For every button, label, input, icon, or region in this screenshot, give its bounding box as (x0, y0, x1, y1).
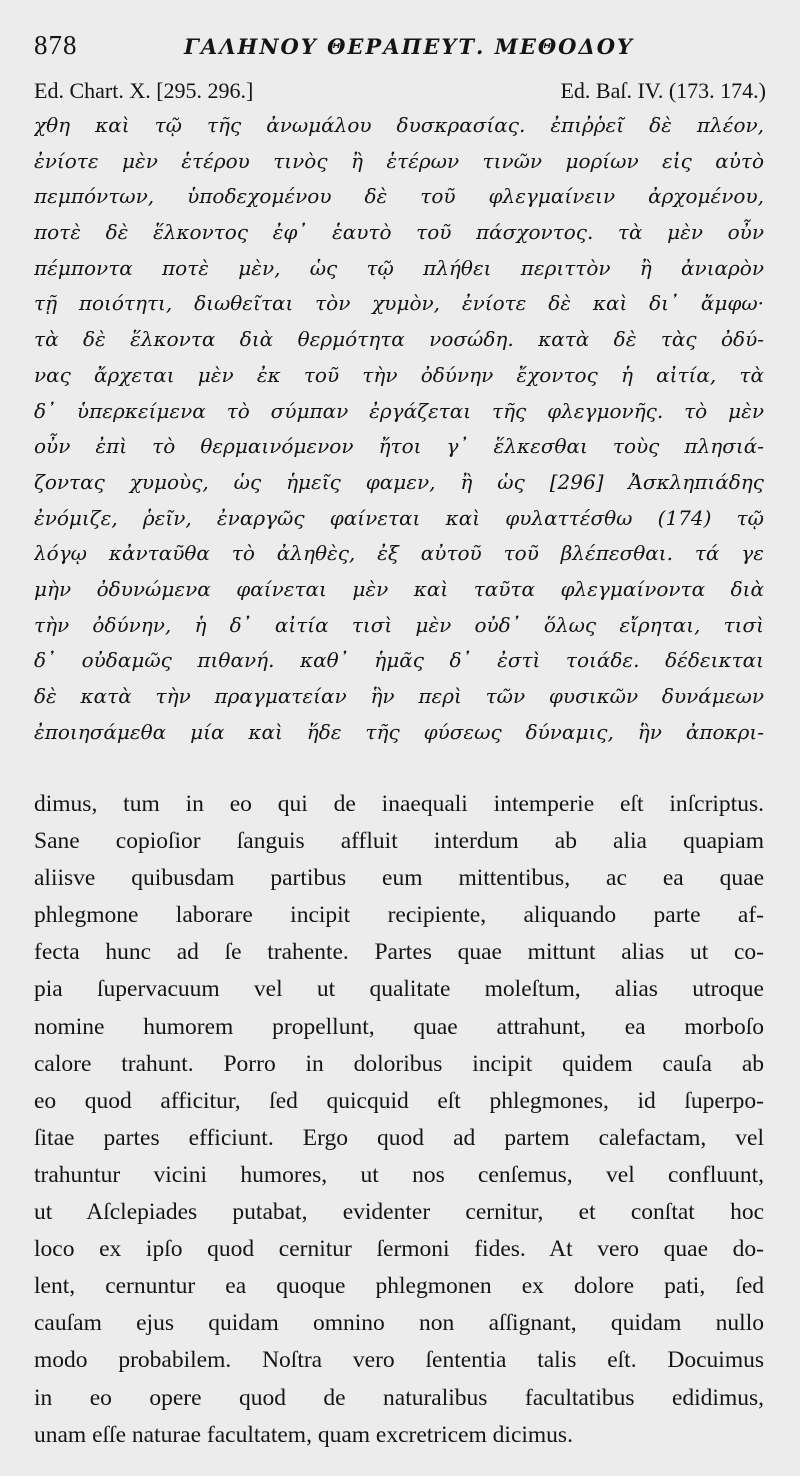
greek-line: οὖν ἐπὶ τὸ θερμαινόμενον ἤτοι γ᾽ ἕλκεσθαι τοὺς πλησιά- (34, 434, 764, 459)
greek-line: ἐποιησάμεθα μία καὶ ἥδε τῆς φύσεως δύναμις, ἣν ἀποκρι- (34, 719, 764, 744)
latin-line: ſitae partes efficiunt. Ergo quod ad partem calefactam, vel (34, 1124, 764, 1151)
latin-line: dimus, tum in eo qui de inaequali intemperie eſt inſcriptus. (34, 791, 764, 817)
latin-text-block (34, 786, 764, 1454)
greek-line: μὴν ὀδυνώμενα φαίνεται μὲν καὶ ταῦτα φλεγμαίνοντα διὰ (34, 576, 764, 601)
greek-text-block (34, 108, 764, 750)
greek-line: τῇ ποιότητι, διωθεῖται τὸν χυμὸν, ἐνίοτε δὲ καὶ δι᾽ ἄμφω· (34, 291, 764, 316)
latin-line: trahuntur vicini humores, ut nos cenſemus, vel confluunt, (34, 1161, 764, 1188)
greek-line: νας ἄρχεται μὲν ἐκ τοῦ τὴν ὀδύνην ἔχοντος ἡ αἰτία, τὰ (34, 362, 764, 387)
latin-line: fecta hunc ad ſe trahente. Partes quae mittunt alias ut co- (34, 939, 764, 966)
greek-line: πέμποντα ποτὲ μὲν, ὡς τῷ πλήθει περιττὸν ἢ ἀνιαρὸν (34, 255, 764, 280)
greek-line: ἐνίοτε μὲν ἑτέρου τινὸς ἢ ἑτέρων τινῶν μορίων εἰς αὐτὸ (34, 148, 764, 173)
latin-line: unam eſſe naturae facultatem, quam excretricem dicimus. (34, 1421, 573, 1448)
greek-line: χθη καὶ τῷ τῆς ἀνωμάλου δυσκρασίας. ἐπιῤῥεῖ δὲ πλέον, (34, 113, 764, 137)
greek-line: τὰ δὲ ἕλκοντα διὰ θερμότητα νοσώδη. κατὰ δὲ τὰς ὀδύ- (34, 327, 764, 352)
greek-line: δὲ κατὰ τὴν πραγματείαν ἣν περὶ τῶν φυσικῶν δυνάμεων (34, 684, 764, 708)
edition-basel: Ed. Baſ. IV. (173. 174.) (560, 78, 766, 103)
edition-references (34, 78, 766, 110)
page-header (34, 28, 766, 68)
running-title: ΓΑΛΗΝΟΥ ΘΕΡΑΠΕΥΤ. ΜΕΘΟΔΟΥ (184, 34, 635, 59)
latin-line: modo probabilem. Noſtra vero ſententia talis eſt. Docuimus (34, 1347, 764, 1374)
page-number: 878 (34, 30, 78, 60)
greek-line: λόγῳ κἀνταῦθα τὸ ἀληθὲς, ἐξ αὐτοῦ τοῦ βλέπεσθαι. τά γε (34, 541, 764, 566)
greek-line: ποτὲ δὲ ἕλκοντος ἐφ᾽ ἑαυτὸ τοῦ πάσχοντος. τὰ μὲν οὖν (34, 220, 764, 245)
edition-chartier: Ed. Chart. X. [295. 296.] (34, 78, 254, 103)
latin-line: pia ſupervacuum vel ut qualitate moleſtum, alias utroque (34, 976, 764, 1003)
greek-line: δ᾽ ὑπερκείμενα τὸ σύμπαν ἐργάζεται τῆς φλεγμονῆς. τὸ μὲν (34, 398, 764, 423)
latin-line: phlegmone laborare incipit recipiente, aliquando parte af- (34, 902, 764, 929)
greek-line: πεμπόντων, ὑποδεχομένου δὲ τοῦ φλεγμαίνειν ἀρχομένου, (34, 184, 764, 209)
greek-line: ζοντας χυμοὺς, ὡς ἡμεῖς φαμεν, ἢ ὡς [296] Ἀσκληπιάδης (34, 469, 764, 494)
latin-line: Sane copioſior ſanguis affluit interdum ab alia quapiam (34, 828, 764, 855)
latin-line: lent, cernuntur ea quoque phlegmonen ex dolore pati, ſed (34, 1273, 764, 1300)
latin-line: loco ex ipſo quod cernitur ſermoni fides. At vero quae do- (34, 1236, 764, 1263)
latin-line: eo quod afficitur, ſed quicquid eſt phlegmones, id ſuperpo- (34, 1087, 764, 1114)
latin-line: nomine humorem propellunt, quae attrahunt, ea morboſo (34, 1013, 764, 1040)
latin-line: ut Aſclepiades putabat, evidenter cernitur, et conſtat hoc (34, 1199, 764, 1226)
latin-line: aliisve quibusdam partibus eum mittentibus, ac ea quae (34, 865, 764, 892)
greek-line: δ᾽ οὐδαμῶς πιθανή. καθ᾽ ἡμᾶς δ᾽ ἐστὶ τοιάδε. δέδεικται (34, 648, 764, 673)
latin-line: calore trahunt. Porro in doloribus incipit quidem cauſa ab (34, 1050, 764, 1077)
greek-line: ἐνόμιζε, ῥεῖν, ἐναργῶς φαίνεται καὶ φυλαττέσθω (174) τῷ (34, 505, 764, 530)
latin-line: in eo opere quod de naturalibus facultatibus edidimus, (34, 1384, 764, 1411)
latin-line: cauſam ejus quidam omnino non aſſignant, quidam nullo (34, 1310, 764, 1337)
greek-line: τὴν ὀδύνην, ἡ δ᾽ αἰτία τισὶ μὲν οὐδ᾽ ὅλως εἴρηται, τισὶ (34, 612, 764, 637)
